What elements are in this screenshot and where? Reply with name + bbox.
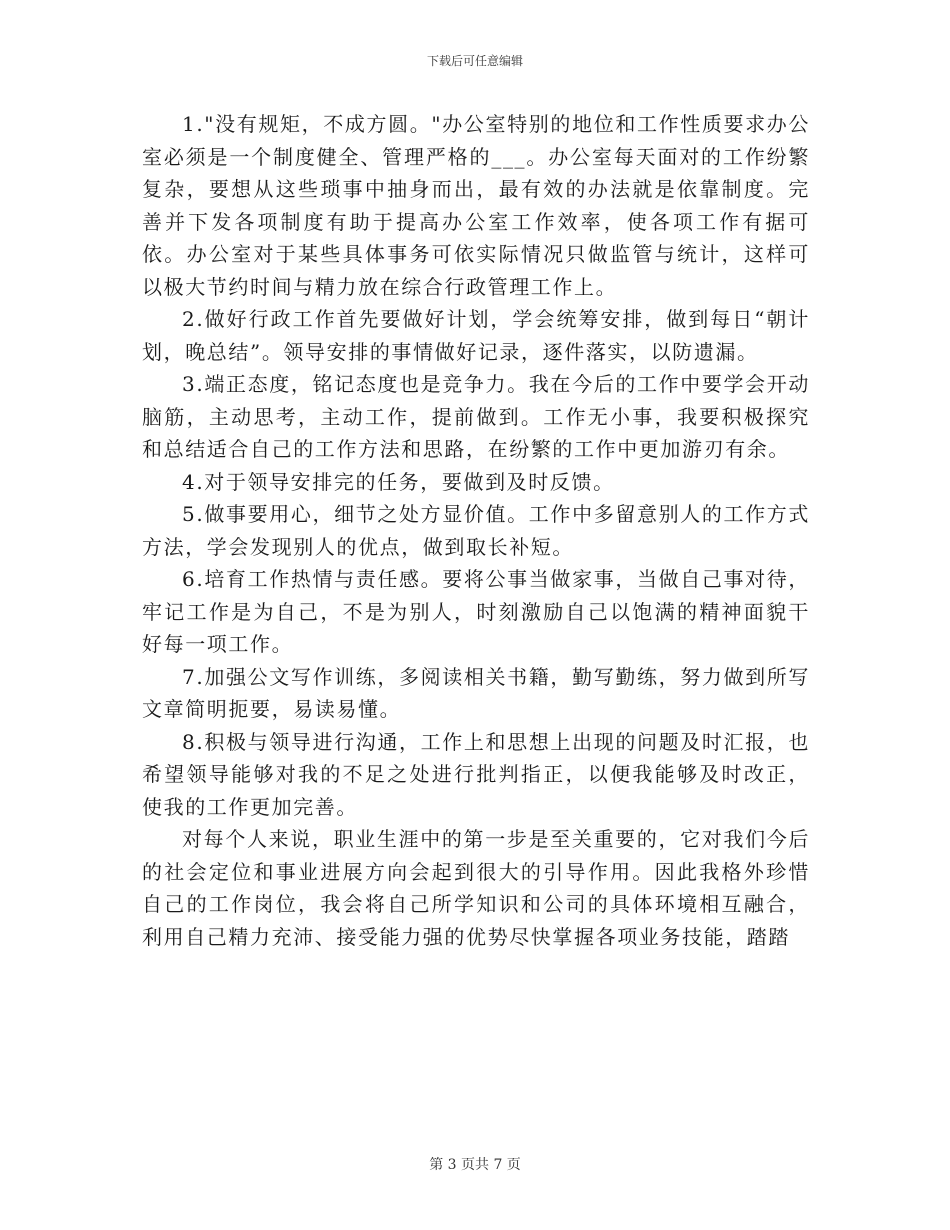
paragraph-6: 6.培育工作热情与责任感。要将公事当做家事，当做自己事对待，牢记工作是为自己，不是为别人，时刻激励自己以饱满的精神面貌干好每一项工作。 (142, 567, 810, 656)
page-number: 第 3 页共 7 页 (429, 1157, 521, 1173)
paragraph-5: 5.做事要用心，细节之处方显价值。工作中多留意别人的工作方式方法，学会发现别人的优点，做到取长补短。 (142, 502, 810, 559)
paragraph-1: 1."没有规矩，不成方圆。"办公室特别的地位和工作性质要求办公室必须是一个制度健全、管理严格的___。办公室每天面对的工作纷繁复杂，要想从这些琐事中抽身而出，最有效的办法就是依靠制度。完善并下发各项制度有助于提高办公室工作效率，使各项工作有据可依。办公室对于某些具体事务可依实际情况只做监管与统计，这样可以极大节约时间与精力放在综合行政管理工作上。 (142, 112, 810, 299)
document-body (142, 108, 810, 953)
page-header: 下载后可任意编辑 (426, 54, 523, 68)
paragraph-3: 3.端正态度，铭记态度也是竞争力。我在今后的工作中要学会开动脑筋，主动思考，主动工作，提前做到。工作无小事，我要积极探究和总结适合自己的工作方法和思路，在纷繁的工作中更加游刃有余。 (142, 372, 810, 461)
paragraph-2: 2.做好行政工作首先要做好计划，学会统筹安排，做到每日“朝计划，晚总结”。领导安排的事情做好记录，逐件落实，以防遗漏。 (142, 307, 810, 364)
paragraph-conclusion: 对每个人来说，职业生涯中的第一步是至关重要的，它对我们今后的社会定位和事业进展方向会起到很大的引导作用。因此我格外珍惜自己的工作岗位，我会将自己所学知识和公司的具体环境相互融合，利用自己精力充沛、接受能力强的优势尽快掌握各项业务技能，踏踏 (142, 827, 810, 949)
paragraph-8: 8.积极与领导进行沟通，工作上和思想上出现的问题及时汇报，也希望领导能够对我的不足之处进行批判指正，以便我能够及时改正，使我的工作更加完善。 (142, 729, 810, 819)
paragraph-7: 7.加强公文写作训练，多阅读相关书籍，勤写勤练，努力做到所写文章简明扼要，易读易懂。 (142, 664, 810, 721)
paragraph-4: 4.对于领导安排完的任务，要做到及时反馈。 (182, 469, 615, 494)
